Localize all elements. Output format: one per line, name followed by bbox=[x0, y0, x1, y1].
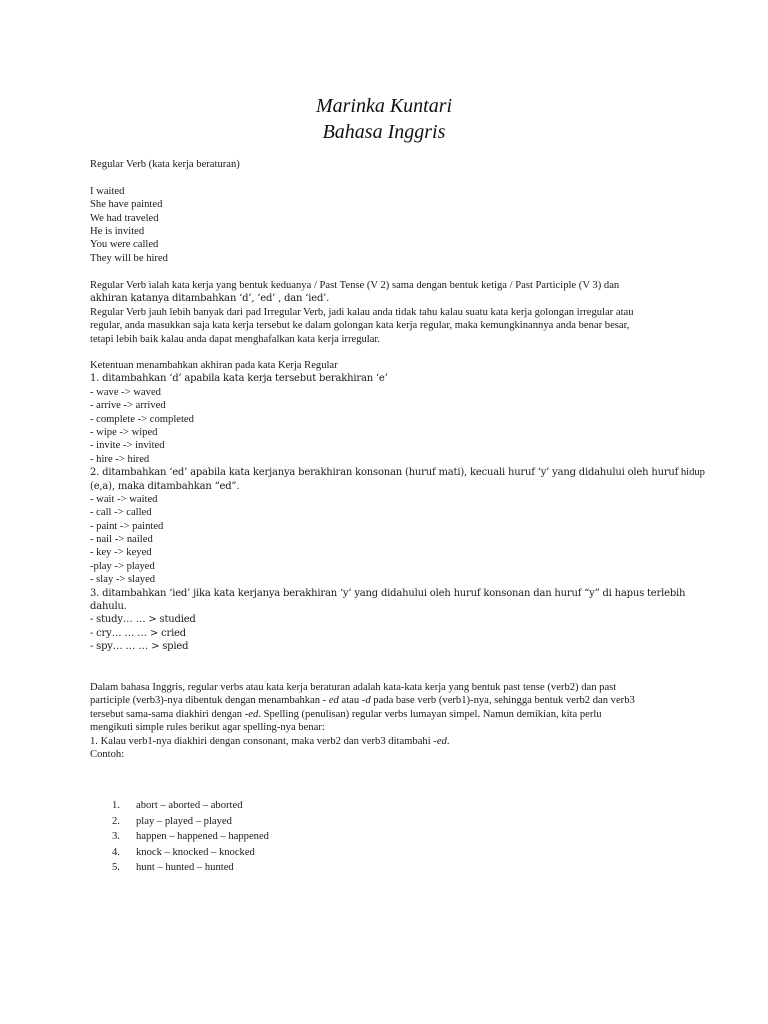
rule-item: - key -> keyed bbox=[90, 547, 152, 559]
example-line: She have painted bbox=[90, 199, 163, 211]
rule-item: - hire -> hired bbox=[90, 453, 150, 465]
rules-section bbox=[90, 359, 705, 654]
explanation-line: Dalam bahasa Inggris, regular verbs atau kata kerja beraturan adalah kata-kata kerja yang bentuk past tense (verb2) dan past bbox=[90, 682, 617, 693]
rule-3-title: 3. ditambahkan ‘ied’ jika kata kerjanya berakhiran ‘y’ yang didahului oleh huruf konsonan dan huruf “y” di hapus terlebih bbox=[90, 587, 686, 599]
example-line: I waited bbox=[90, 185, 125, 197]
list-item: 1. abort – aborted – aborted bbox=[112, 800, 243, 811]
rule-item: - cry… … … > cried bbox=[90, 627, 186, 639]
definition-section bbox=[90, 279, 690, 346]
explanation-line: mengikuti simple rules berikut agar spelling-nya benar: bbox=[90, 722, 325, 734]
definition-line: Regular Verb ialah kata kerja yang bentuk keduanya / Past Tense (V 2) sama dengan bentuk ketiga / Past Participle (V 3) dan bbox=[90, 280, 620, 291]
rule-2-title-end: hidup bbox=[680, 467, 705, 479]
rule-1-title: 1. ditambahkan ‘d’ apabila kata kerja tersebut berakhiran ‘e’ bbox=[90, 373, 388, 385]
rules-heading: Ketentuan menambahkan akhiran pada kata Kerja Regular bbox=[90, 360, 338, 371]
explanation-line: participle (verb3)-nya dibentuk dengan menambahkan - ed atau -d pada base verb (verb1)-nya, sehingga bentuk verb2 dan verb3 bbox=[90, 695, 635, 707]
list-item: 4. knock – knocked – knocked bbox=[112, 846, 255, 858]
list-item: 3. happen – happened – happened bbox=[112, 831, 269, 843]
rule-item: - invite -> invited bbox=[90, 440, 165, 452]
explanation-section bbox=[90, 681, 690, 761]
definition-line: Regular Verb jauh lebih banyak dari pad Irregular Verb, jadi kalau anda tidak tahu kalau suatu kata kerja golongan irregular atau bbox=[90, 306, 634, 318]
rule-2-title-cont: (e,a), maka ditambahkan “ed”. bbox=[90, 480, 240, 492]
list-item: 5. hunt – hunted – hunted bbox=[112, 862, 234, 874]
rule-item: - arrive -> arrived bbox=[90, 400, 166, 412]
rule-item: - nail -> nailed bbox=[90, 534, 153, 546]
author-name: Marinka Kuntari bbox=[315, 95, 453, 117]
contoh-label: Contoh: bbox=[90, 748, 125, 760]
example-line: You were called bbox=[90, 239, 159, 251]
rule-item: -play -> played bbox=[90, 560, 155, 572]
rule-item: - wipe -> wiped bbox=[90, 426, 158, 438]
subject-title: Bahasa Inggris bbox=[322, 121, 446, 143]
example-line: We had traveled bbox=[90, 212, 159, 224]
rule-2-title-main: 2. ditambahkan ‘ed’ apabila kata kerjanya berakhiran konsonan (huruf mati), kecuali huruf ‘y’ yang didahului oleh huruf bbox=[90, 467, 679, 479]
definition-line: regular, anda masukkan saja kata kerja tersebut ke dalam golongan kata kerja regular, maka kemungkinannya anda benar besar, bbox=[90, 320, 630, 332]
rule-item: - paint -> painted bbox=[90, 520, 164, 532]
rule-item: - wait -> waited bbox=[90, 493, 158, 505]
rule-item: - call -> called bbox=[90, 507, 152, 519]
definition-line: tetapi lebih baik kalau anda dapat menghafalkan kata kerja irregular. bbox=[90, 333, 381, 345]
rule-item: - study… … > studied bbox=[90, 614, 196, 626]
list-item: 2. play – played – played bbox=[112, 815, 232, 827]
rule-2-title bbox=[90, 466, 705, 479]
example-line: They will be hired bbox=[90, 252, 168, 264]
rule-item: - slay -> slayed bbox=[90, 574, 156, 586]
intro-section bbox=[90, 158, 690, 265]
definition-line: akhiran katanya ditambahkan ‘d’, ‘ed’ , dan ‘ied’. bbox=[90, 293, 330, 305]
rule-item: - spy… … … > spied bbox=[90, 641, 189, 653]
explanation-line: tersebut sama-sama diakhiri dengan -ed. Spelling (penulisan) regular verbs lumayan simpel. Namun demikian, kita perlu bbox=[90, 708, 602, 720]
explanation-line: 1. Kalau verb1-nya diakhiri dengan consonant, maka verb2 dan verb3 ditambahi -ed. bbox=[90, 735, 450, 747]
intro-heading: Regular Verb (kata kerja beraturan) bbox=[90, 159, 240, 170]
example-line: He is invited bbox=[90, 225, 145, 237]
rule-item: - wave -> waved bbox=[90, 386, 161, 398]
rule-3-title-cont: dahulu. bbox=[90, 601, 127, 613]
numbered-examples bbox=[112, 798, 269, 876]
rule-item: - complete -> completed bbox=[90, 413, 194, 425]
